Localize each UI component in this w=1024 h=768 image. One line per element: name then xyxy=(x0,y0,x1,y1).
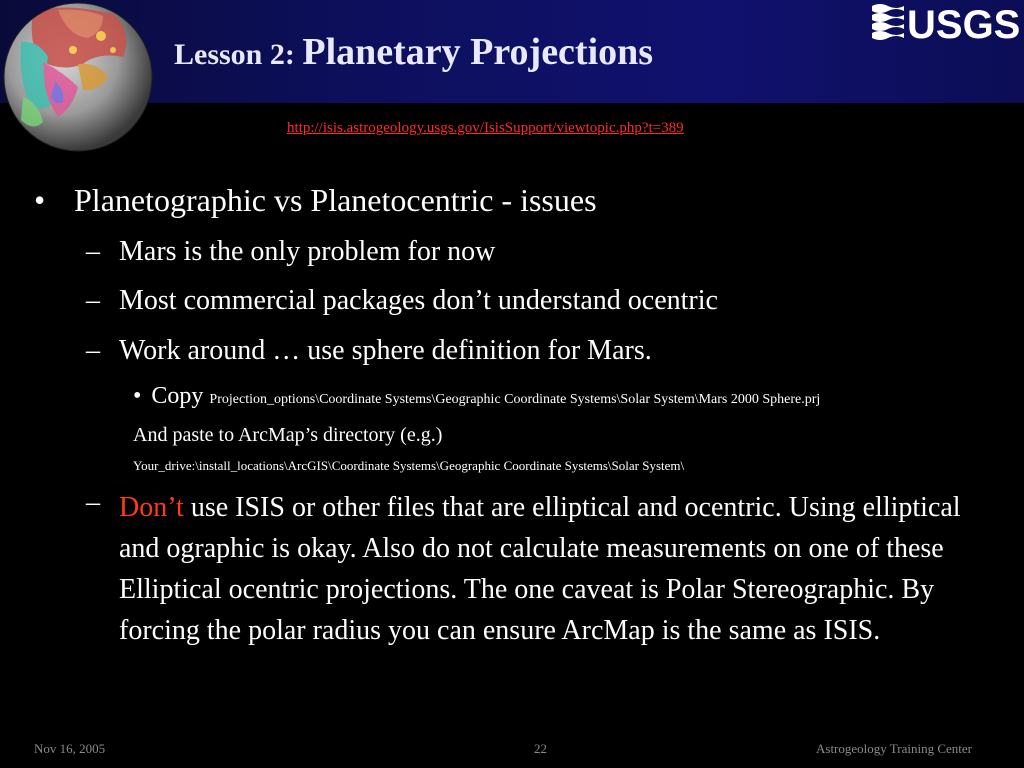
bullet-marker: • xyxy=(34,182,46,218)
dash-marker: – xyxy=(86,335,100,366)
dash-marker: – xyxy=(86,236,100,267)
mars-globe-image xyxy=(3,2,153,152)
paste-instruction: And paste to ArcMap’s directory (e.g.) xyxy=(133,424,443,446)
footer-page-number: 22 xyxy=(534,741,547,756)
footer-date: Nov 16, 2005 xyxy=(34,741,106,756)
dash-marker: – xyxy=(86,487,100,518)
bullet-marker: • xyxy=(133,383,142,409)
title-main: Planetary Projections xyxy=(302,31,654,73)
copy-instruction xyxy=(133,383,820,410)
usgs-logo-text: USGS xyxy=(907,3,1021,44)
drive-path: Your_drive:\install_locations\ArcGIS\Coordinate Systems\Geographic Coordinate Systems\Solar System\ xyxy=(133,458,685,473)
title-prefix: Lesson 2: xyxy=(174,38,303,71)
dash-marker: – xyxy=(86,285,100,316)
footer-organization: Astrogeology Training Center xyxy=(816,741,972,756)
slide-title xyxy=(174,30,653,74)
sub-bullet-4-text xyxy=(119,487,999,651)
copy-path: Projection_options\Coordinate Systems\Geographic Coordinate Systems\Solar System\Mars 2000 Sphere.prj xyxy=(209,392,821,407)
sub-bullet-3-text: Work around … use sphere definition for Mars. xyxy=(119,335,652,366)
sub-bullet-1-text: Mars is the only problem for now xyxy=(119,236,496,267)
dont-rest-text: use ISIS or other files that are elliptical and ocentric. Using elliptical and ographic is okay. Also do not calculate measurements on one of these Elliptical ocentric projections. The one caveat is Polar Stereographic. By forcing the polar radius you can ensure ArcMap is the same as ISIS. xyxy=(119,492,961,646)
bullet-main-text: Planetographic vs Planetocentric - issues xyxy=(74,182,597,218)
copy-word: Copy xyxy=(151,383,204,409)
sub-bullet-2-text: Most commercial packages don’t understand ocentric xyxy=(119,285,718,316)
usgs-logo xyxy=(870,0,1024,44)
dont-warning-word: Don’t xyxy=(119,492,184,523)
reference-link[interactable]: http://isis.astrogeology.usgs.gov/IsisSupport/viewtopic.php?t=389 xyxy=(287,120,684,136)
